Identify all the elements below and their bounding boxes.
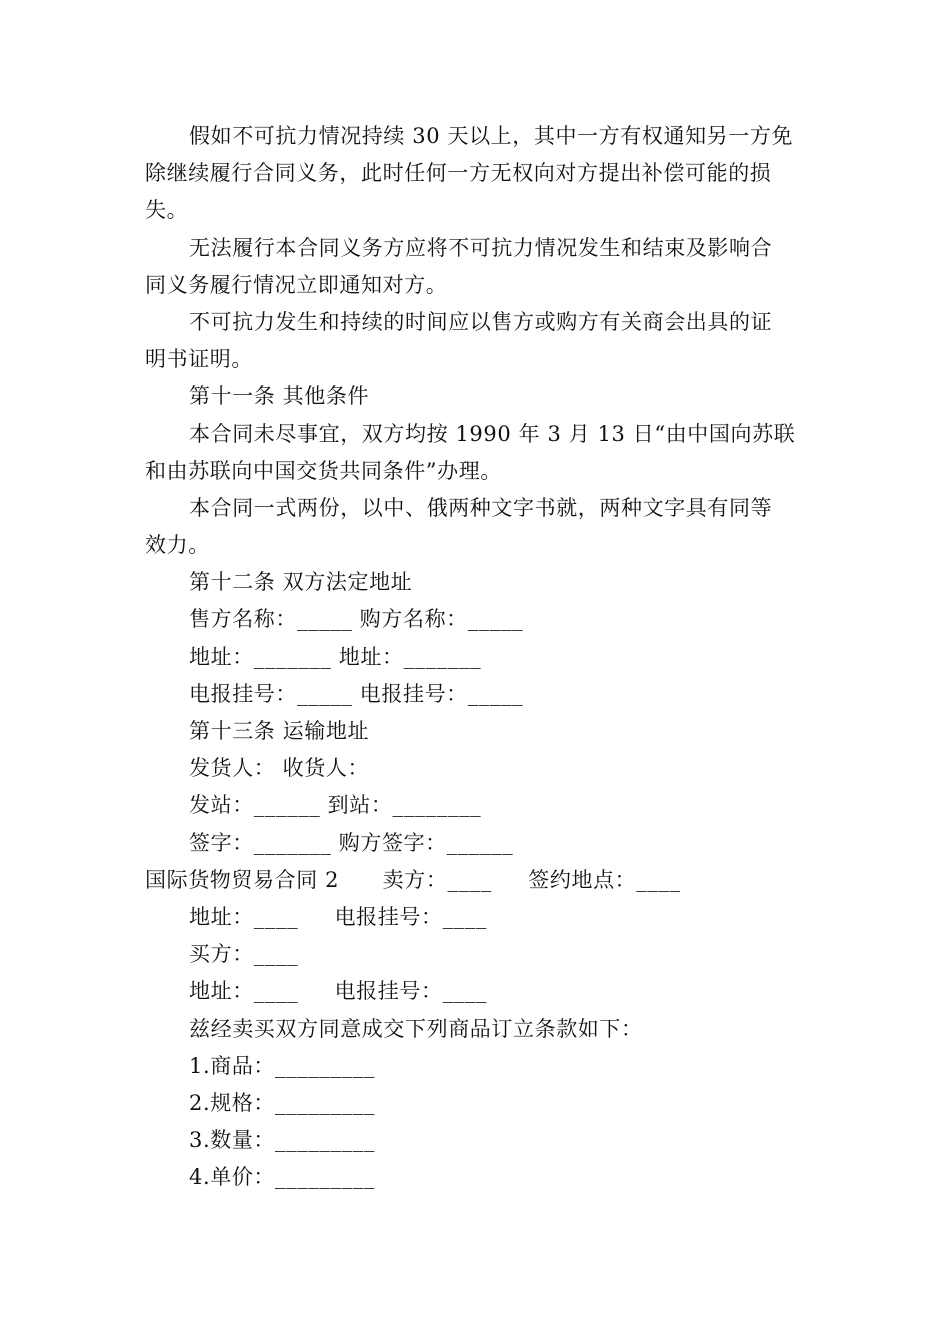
form-line: 发货人： 收货人： [189,756,370,781]
section-heading: 第十二条 双方法定地址 [189,570,413,595]
document-body [145,118,810,1196]
section-heading: 第十三条 运输地址 [189,719,370,743]
form-line: 2.规格：_________ [189,1090,375,1115]
text-line: 和由苏联向中国交货共同条件”办理。 [145,458,502,483]
section-heading: 第十一条 其他条件 [189,384,370,409]
form-line: 3.数量：_________ [189,1128,375,1153]
text-line: 除继续履行合同义务，此时任何一方无权向对方提出补偿可能的损 [145,161,772,186]
form-line: 地址：____ 电报挂号：____ [189,904,487,929]
text-line: 假如不可抗力情况持续 30 天以上，其中一方有权通知另一方免 [189,124,794,148]
text-line: 不可抗力发生和持续的时间应以售方或购方有关商会出具的证 [189,309,773,334]
form-line: 电报挂号：_____ 电报挂号：_____ [189,681,524,706]
text-line: 明书证明。 [145,347,253,372]
form-line: 地址：____ 电报挂号：____ [189,979,487,1004]
form-line: 发站：______ 到站：________ [189,793,482,818]
text-line: 效力。 [145,533,210,558]
text-line: 本合同未尽事宜，双方均按 1990 年 3 月 13 日“由中国向苏联 [189,421,796,446]
text-line: 兹经卖买双方同意成交下列商品订立条款如下： [189,1016,643,1041]
form-line: 售方名称：_____ 购方名称：_____ [189,607,524,632]
text-line: 同义务履行情况立即通知对方。 [145,272,448,297]
form-line: 1.商品：_________ [189,1053,375,1078]
contract-title-line: 国际货物贸易合同 2 卖方：____ 签约地点：____ [145,867,681,892]
text-line: 本合同一式两份，以中、俄两种文字书就，两种文字具有同等 [189,495,773,520]
text-line: 失。 [145,198,189,223]
form-line: 4.单价：_________ [189,1165,375,1190]
form-line: 地址：_______ 地址：_______ [189,644,482,669]
form-line: 签字：_______ 购方签字：______ [189,830,514,855]
text-line: 无法履行本合同义务方应将不可抗力情况发生和结束及影响合 [189,235,773,260]
form-line: 买方：____ [189,942,299,967]
